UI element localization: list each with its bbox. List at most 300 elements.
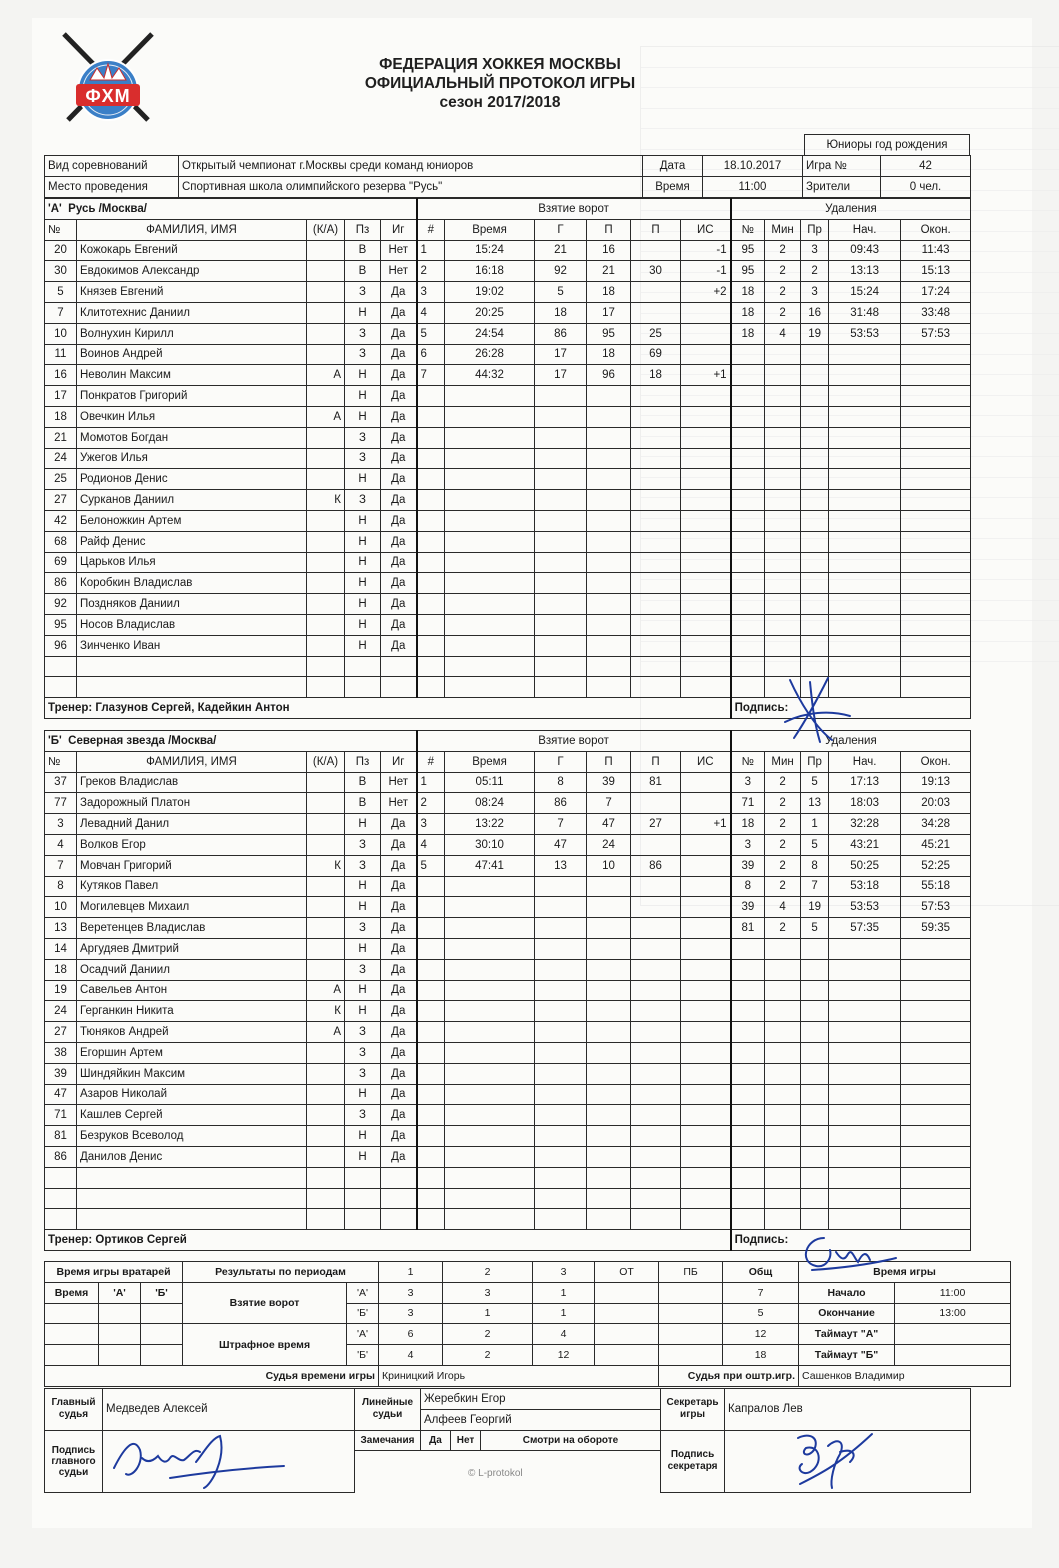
player-name: Герганкин Никита — [77, 1001, 307, 1022]
penalty-minutes — [765, 1001, 801, 1022]
penalty-end: 34:28 — [901, 814, 971, 835]
penalty-minutes: 2 — [765, 814, 801, 835]
player-name: Сурканов Даниил — [77, 490, 307, 511]
penalty-start: 50:25 — [829, 855, 901, 876]
date-value: 18.10.2017 — [703, 156, 803, 177]
player-name: Безруков Всеволод — [77, 1126, 307, 1147]
goal-scorer — [535, 406, 587, 427]
goal-assist-2: 27 — [631, 814, 681, 835]
penalty-minutes — [765, 594, 801, 615]
penalty-player — [731, 1209, 765, 1230]
player-role — [307, 897, 345, 918]
penalty-start: 31:48 — [829, 302, 901, 323]
penalty-reason — [801, 1146, 829, 1167]
penalty-reason: 8 — [801, 855, 829, 876]
goal-scorer — [535, 1001, 587, 1022]
goal-time — [445, 980, 535, 1001]
team-a-player-row — [45, 614, 971, 635]
end-label: Окончание — [799, 1303, 895, 1324]
col-number: № — [45, 751, 77, 772]
player-played: Да — [381, 1105, 417, 1126]
penalty-reason — [801, 1063, 829, 1084]
player-number: 4 — [45, 834, 77, 855]
team-b-title — [45, 731, 417, 752]
goal-scorer — [535, 448, 587, 469]
player-position — [345, 656, 381, 677]
period-2-header: 2 — [443, 1262, 533, 1283]
player-role — [307, 344, 345, 365]
goal-situation — [681, 552, 731, 573]
penalty-reason — [801, 552, 829, 573]
player-position: Н — [345, 814, 381, 835]
team-b-player-row — [45, 1042, 971, 1063]
player-role — [307, 282, 345, 303]
age-group-label: Юниоры год рождения — [805, 135, 970, 156]
goals-b-ot — [595, 1303, 659, 1324]
pen-a-p1: 6 — [379, 1324, 443, 1345]
goal-situation — [681, 469, 731, 490]
player-name — [77, 677, 307, 698]
goal-number — [417, 1063, 445, 1084]
col-name: ФАМИЛИЯ, ИМЯ — [77, 751, 307, 772]
goal-situation — [681, 510, 731, 531]
team-b-player-row — [45, 918, 971, 939]
penalty-player: 39 — [731, 897, 765, 918]
player-number: 86 — [45, 1146, 77, 1167]
player-number: 38 — [45, 1042, 77, 1063]
player-position: З — [345, 1022, 381, 1043]
player-number — [45, 1167, 77, 1188]
goal-assist-2 — [631, 386, 681, 407]
date-label: Дата — [643, 156, 703, 177]
penalty-end: 19:13 — [901, 772, 971, 793]
goal-scorer: 7 — [535, 814, 587, 835]
pen-a-p3: 4 — [533, 1324, 595, 1345]
goal-time: 26:28 — [445, 344, 535, 365]
goal-time: 08:24 — [445, 793, 535, 814]
penalty-player — [731, 344, 765, 365]
player-role — [307, 469, 345, 490]
penalty-player — [731, 1022, 765, 1043]
goal-assist-1 — [587, 918, 631, 939]
goal-number: 3 — [417, 814, 445, 835]
penalty-player — [731, 552, 765, 573]
penalty-minutes: 4 — [765, 897, 801, 918]
player-position: З — [345, 1105, 381, 1126]
goal-number — [417, 876, 445, 897]
goal-number — [417, 510, 445, 531]
player-position: Н — [345, 594, 381, 615]
player-name: Райф Денис — [77, 531, 307, 552]
penalty-end — [901, 1209, 971, 1230]
goal-assist-2 — [631, 1188, 681, 1209]
player-number: 24 — [45, 1001, 77, 1022]
penalty-reason — [801, 510, 829, 531]
penalty-reason — [801, 1209, 829, 1230]
penalty-end — [901, 635, 971, 656]
penalty-player: 71 — [731, 793, 765, 814]
goal-number — [417, 386, 445, 407]
goal-assist-2 — [631, 469, 681, 490]
goal-situation — [681, 855, 731, 876]
player-name: Кожокарь Евгений — [77, 240, 307, 261]
goal-situation — [681, 1126, 731, 1147]
player-role — [307, 1042, 345, 1063]
goal-assist-1 — [587, 1126, 631, 1147]
penalty-start — [829, 448, 901, 469]
penalty-start — [829, 677, 901, 698]
goal-situation — [681, 1167, 731, 1188]
player-number: 7 — [45, 855, 77, 876]
penalty-player — [731, 635, 765, 656]
player-name: Царьков Илья — [77, 552, 307, 573]
penalty-player — [731, 1063, 765, 1084]
document-header — [330, 55, 670, 112]
player-played: Да — [381, 814, 417, 835]
goal-assist-2 — [631, 793, 681, 814]
penalty-minutes — [765, 448, 801, 469]
penalty-start: 53:53 — [829, 897, 901, 918]
goal-number: 4 — [417, 834, 445, 855]
col-captain: (К/А) — [307, 751, 345, 772]
goal-number — [417, 1167, 445, 1188]
goal-assist-1 — [587, 1167, 631, 1188]
penalty-end: 52:25 — [901, 855, 971, 876]
team-b-coach: Ортиков Сергей — [95, 1234, 187, 1247]
goal-time — [445, 490, 535, 511]
player-number: 3 — [45, 814, 77, 835]
goal-scorer: 86 — [535, 793, 587, 814]
goals-a-p3: 1 — [533, 1282, 595, 1303]
penalty-minutes — [765, 386, 801, 407]
goal-number — [417, 656, 445, 677]
team-a-title — [45, 199, 417, 220]
player-played: Да — [381, 448, 417, 469]
goals-a-so — [659, 1282, 723, 1303]
player-position: З — [345, 1042, 381, 1063]
penalty-reason: 3 — [801, 282, 829, 303]
penalty-end: 57:53 — [901, 897, 971, 918]
goal-scorer — [535, 1022, 587, 1043]
penalty-start: 32:28 — [829, 814, 901, 835]
penalty-end — [901, 1146, 971, 1167]
penalty-reason: 5 — [801, 772, 829, 793]
period-1-header: 1 — [379, 1262, 443, 1283]
penalty-minutes — [765, 635, 801, 656]
goal-scorer — [535, 656, 587, 677]
goal-number — [417, 448, 445, 469]
goal-situation — [681, 1188, 731, 1209]
player-name: Данилов Денис — [77, 1146, 307, 1167]
col-played: Иг — [381, 219, 417, 240]
player-played — [381, 1167, 417, 1188]
player-played — [381, 1209, 417, 1230]
team-b-player-row — [45, 959, 971, 980]
player-played: Да — [381, 614, 417, 635]
player-role: К — [307, 490, 345, 511]
goal-situation — [681, 897, 731, 918]
penalty-end: 20:03 — [901, 793, 971, 814]
goal-assist-1: 47 — [587, 814, 631, 835]
penalty-minutes — [765, 656, 801, 677]
team-a-player-row — [45, 323, 971, 344]
goal-situation: +1 — [681, 365, 731, 386]
col-penalty-end: Окон. — [901, 751, 971, 772]
penalty-player: 39 — [731, 855, 765, 876]
goals-b-p3: 1 — [533, 1303, 595, 1324]
period-results-title: Результаты по периодам — [183, 1262, 379, 1283]
player-role: К — [307, 1001, 345, 1022]
team-a-player-row — [45, 531, 971, 552]
penalty-start: 15:24 — [829, 282, 901, 303]
goals-a-p1: 3 — [379, 1282, 443, 1303]
penalty-minutes — [765, 959, 801, 980]
penalty-reason — [801, 1042, 829, 1063]
player-role — [307, 793, 345, 814]
player-position: Н — [345, 406, 381, 427]
goal-number: 5 — [417, 323, 445, 344]
goalie-time-title: Время игры вратарей — [45, 1262, 183, 1283]
goal-assist-1 — [587, 1042, 631, 1063]
goal-assist-2: 81 — [631, 772, 681, 793]
player-position: Н — [345, 302, 381, 323]
player-position: Н — [345, 552, 381, 573]
goals-by-period-label: Взятие ворот — [183, 1282, 347, 1324]
goal-scorer: 8 — [535, 772, 587, 793]
team-b-player-row — [45, 938, 971, 959]
player-played: Да — [381, 1146, 417, 1167]
player-played: Да — [381, 635, 417, 656]
penalty-player — [731, 1146, 765, 1167]
total-header: Общ — [723, 1262, 799, 1283]
penalty-player — [731, 386, 765, 407]
team-b-coach-label: Тренер: — [48, 1234, 93, 1247]
penalty-start — [829, 573, 901, 594]
goal-situation: +2 — [681, 282, 731, 303]
penalty-minutes — [765, 365, 801, 386]
goal-number — [417, 490, 445, 511]
player-position: Н — [345, 469, 381, 490]
team-a-player-row — [45, 573, 971, 594]
timekeeper-name: Криницкий Игорь — [379, 1365, 659, 1386]
team-a-player-row — [45, 469, 971, 490]
goal-scorer — [535, 980, 587, 1001]
team-a-player-row — [45, 677, 971, 698]
penalty-end — [901, 427, 971, 448]
penalty-start — [829, 1063, 901, 1084]
col-number: № — [45, 219, 77, 240]
goal-situation — [681, 1042, 731, 1063]
competition-label: Вид соревнований — [45, 156, 179, 177]
game-info-table — [44, 155, 971, 198]
goal-assist-1: 95 — [587, 323, 631, 344]
goal-number — [417, 635, 445, 656]
penalty-minutes — [765, 980, 801, 1001]
penalty-reason — [801, 427, 829, 448]
goal-number: 7 — [417, 365, 445, 386]
player-name: Могилевцев Михаил — [77, 897, 307, 918]
player-number: 81 — [45, 1126, 77, 1147]
goal-assist-2: 25 — [631, 323, 681, 344]
player-position: Н — [345, 1001, 381, 1022]
team-a-player-row — [45, 448, 971, 469]
player-played: Нет — [381, 793, 417, 814]
goal-assist-2 — [631, 282, 681, 303]
goal-time — [445, 897, 535, 918]
col-penalty-end: Окон. — [901, 219, 971, 240]
goal-scorer: 5 — [535, 282, 587, 303]
player-name: Евдокимов Александр — [77, 261, 307, 282]
team-a-signature-label: Подпись: — [731, 698, 971, 719]
goal-assist-2 — [631, 594, 681, 615]
goal-assist-1 — [587, 573, 631, 594]
penalty-end — [901, 1063, 971, 1084]
col-captain: (К/А) — [307, 219, 345, 240]
col-assist-2: П — [631, 751, 681, 772]
player-played: Да — [381, 1084, 417, 1105]
goal-assist-2 — [631, 1063, 681, 1084]
player-position: Н — [345, 635, 381, 656]
player-name: Клитотехнис Даниил — [77, 302, 307, 323]
goals-b-p1: 3 — [379, 1303, 443, 1324]
player-role — [307, 1167, 345, 1188]
penalty-end — [901, 677, 971, 698]
goal-time — [445, 614, 535, 635]
secretary-name: Капралов Лев — [725, 1389, 971, 1431]
logo-text: ФХМ — [85, 86, 131, 106]
team-a-penalties-title: Удаления — [731, 199, 971, 220]
goal-number — [417, 1105, 445, 1126]
player-role — [307, 677, 345, 698]
col-played: Иг — [381, 751, 417, 772]
player-played — [381, 677, 417, 698]
player-role — [307, 814, 345, 835]
team-b-player-row — [45, 834, 971, 855]
player-number: 21 — [45, 427, 77, 448]
team-b-player-row — [45, 1146, 971, 1167]
penalty-start — [829, 427, 901, 448]
goal-scorer — [535, 1063, 587, 1084]
penalty-reason — [801, 344, 829, 365]
goal-number — [417, 552, 445, 573]
linesman-1-name: Жеребкин Егор — [421, 1389, 661, 1410]
player-played: Да — [381, 980, 417, 1001]
player-played: Да — [381, 365, 417, 386]
goal-scorer: 47 — [535, 834, 587, 855]
player-number: 86 — [45, 573, 77, 594]
team-a-player-row — [45, 406, 971, 427]
team-b-goals-title: Взятие ворот — [417, 731, 731, 752]
penalty-end — [901, 344, 971, 365]
goal-assist-2 — [631, 531, 681, 552]
goal-scorer — [535, 938, 587, 959]
player-role — [307, 772, 345, 793]
penalty-end: 59:35 — [901, 918, 971, 939]
penalty-reason — [801, 938, 829, 959]
team-a-player-row — [45, 344, 971, 365]
goal-situation — [681, 959, 731, 980]
team-b-player-row — [45, 1105, 971, 1126]
player-played: Да — [381, 282, 417, 303]
player-role — [307, 918, 345, 939]
goal-number — [417, 469, 445, 490]
goal-time — [445, 427, 535, 448]
penalty-player — [731, 1084, 765, 1105]
linesmen-label: Линейные судьи — [355, 1389, 421, 1431]
penalty-end — [901, 448, 971, 469]
referee-signature-area — [103, 1430, 355, 1492]
goal-time: 19:02 — [445, 282, 535, 303]
penalty-end — [901, 1126, 971, 1147]
goal-time — [445, 1209, 535, 1230]
goal-assist-1 — [587, 980, 631, 1001]
penalty-start — [829, 1084, 901, 1105]
player-number: 8 — [45, 876, 77, 897]
goal-number — [417, 427, 445, 448]
player-position: В — [345, 240, 381, 261]
goal-scorer: 92 — [535, 261, 587, 282]
player-name: Мовчан Григорий — [77, 855, 307, 876]
player-number: 24 — [45, 448, 77, 469]
protocol-title: ОФИЦИАЛЬНЫЙ ПРОТОКОЛ ИГРЫ — [364, 75, 636, 92]
player-role — [307, 594, 345, 615]
goal-time: 16:18 — [445, 261, 535, 282]
player-number: 92 — [45, 594, 77, 615]
goal-assist-2: 86 — [631, 855, 681, 876]
penalty-start — [829, 1001, 901, 1022]
goal-situation — [681, 876, 731, 897]
game-number-label: Игра № — [803, 156, 881, 177]
spectators-value: 0 чел. — [881, 176, 971, 197]
goal-situation — [681, 1022, 731, 1043]
penalty-player: 18 — [731, 302, 765, 323]
player-role: К — [307, 855, 345, 876]
player-name: Зинченко Иван — [77, 635, 307, 656]
goal-situation — [681, 1084, 731, 1105]
penalty-player: 8 — [731, 876, 765, 897]
goal-time: 44:32 — [445, 365, 535, 386]
col-goal-scorer: Г — [535, 751, 587, 772]
penalty-start — [829, 1022, 901, 1043]
penalty-player — [731, 469, 765, 490]
player-role — [307, 938, 345, 959]
player-name: Ужегов Илья — [77, 448, 307, 469]
penalty-start — [829, 490, 901, 511]
goalie-team-a-label: 'А' — [99, 1282, 141, 1303]
goal-number — [417, 1001, 445, 1022]
player-position: З — [345, 1063, 381, 1084]
penalty-player — [731, 448, 765, 469]
pen-a-total: 12 — [723, 1324, 799, 1345]
player-position: Н — [345, 614, 381, 635]
goal-scorer — [535, 1042, 587, 1063]
goal-number — [417, 1209, 445, 1230]
goal-assist-1: 18 — [587, 282, 631, 303]
player-role — [307, 386, 345, 407]
penalty-minutes — [765, 1146, 801, 1167]
penalty-minutes — [765, 1105, 801, 1126]
penalty-player — [731, 594, 765, 615]
goal-scorer: 21 — [535, 240, 587, 261]
team-b-column-headers — [45, 751, 971, 772]
penalty-minutes — [765, 573, 801, 594]
penalty-player — [731, 427, 765, 448]
penalty-minutes — [765, 1167, 801, 1188]
player-played: Да — [381, 938, 417, 959]
goal-time: 47:41 — [445, 855, 535, 876]
team-b-player-row — [45, 1209, 971, 1230]
linesman-2-name: Алфеев Георгий — [421, 1409, 661, 1430]
